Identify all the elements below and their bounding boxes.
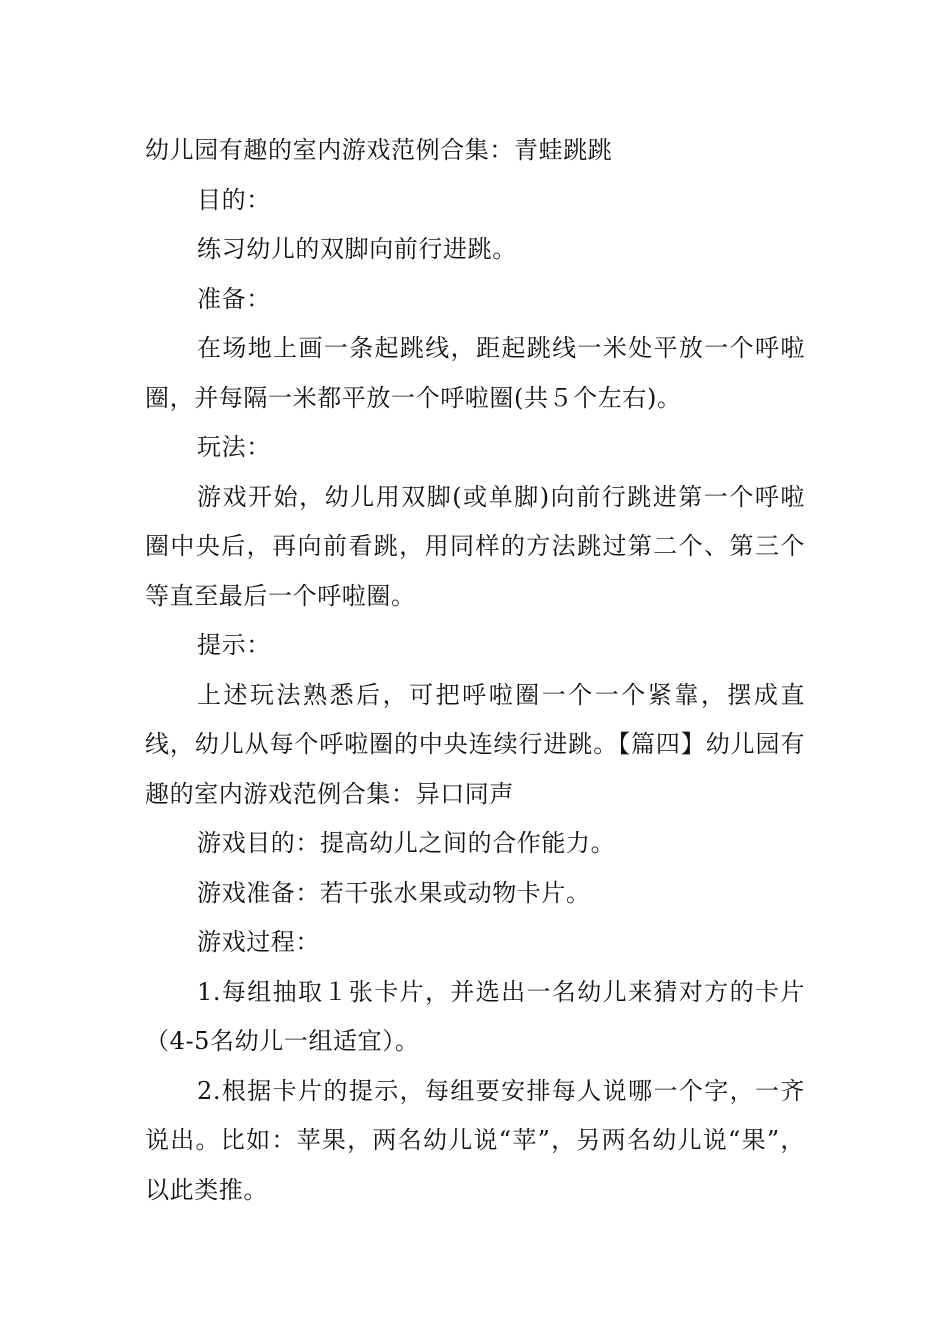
paragraph-purpose: 练习幼儿的双脚向前行进跳。 [197,235,517,263]
section-heading-game-process: 游戏过程： [197,928,320,956]
paragraph-preparation: 在场地上画一条起跳线，距起跳线一米处平放一个呼啦圈，并每隔一米都平放一个呼啦圈(共５个左右)。 [145,334,805,412]
paragraph-game-goal: 游戏目的：提高幼儿之间的合作能力。 [197,829,616,857]
list-item-step-1: 1.每组抽取１张卡片，并选出一名幼儿来猜对方的卡片（4-5名幼儿一组适宜）。 [145,977,805,1055]
section-heading-rules: 玩法： [197,433,271,461]
list-item-step-2: 2.根据卡片的提示，每组要安排每人说哪一个字，一齐说出。比如：苹果，两名幼儿说“苹”，另两名幼儿说“果”，以此类推。 [145,1076,805,1204]
section-heading-tips: 提示： [197,631,271,659]
paragraph-game-materials: 游戏准备：若干张水果或动物卡片。 [197,878,591,907]
paragraph-rules: 游戏开始，幼儿用双脚(或单脚)向前行跳进第一个呼啦圈中央后，再向前看跳，用同样的方法跳过第二个、第三个等直至最后一个呼啦圈。 [145,482,805,610]
document-title-line: 幼儿园有趣的室内游戏范例合集：青蛙跳跳 [145,136,613,164]
section-heading-preparation: 准备： [197,284,271,313]
paragraph-tips: 上述玩法熟悉后，可把呼啦圈一个一个紧靠，摆成直线，幼儿从每个呼啦圈的中央连续行进跳。【篇四】幼儿园有趣的室内游戏范例合集：异口同声 [145,680,805,808]
document-body [145,126,805,1215]
section-heading-purpose: 目的： [197,185,271,214]
